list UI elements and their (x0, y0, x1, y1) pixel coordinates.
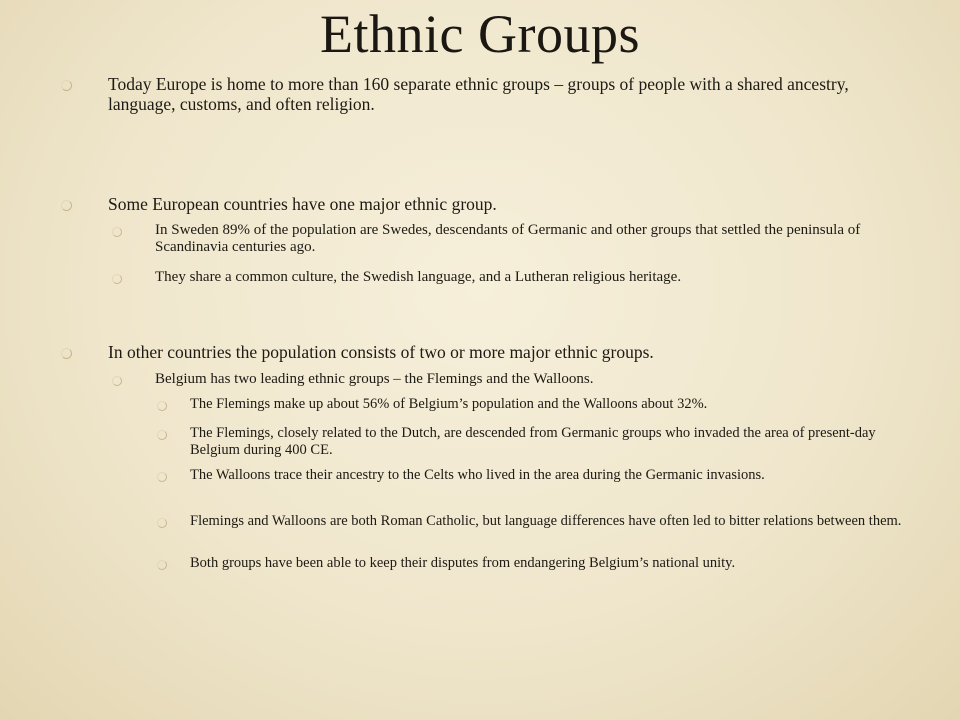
bullet-text: Today Europe is home to more than 160 separate ethnic groups – groups of people with a shared ancestry, language, customs, and often religion. (108, 74, 849, 114)
bullet-item (108, 74, 908, 114)
bullet-item (108, 194, 908, 214)
bullet-item (155, 222, 907, 256)
bullet-item (190, 396, 902, 413)
bullet-circle-icon (112, 376, 122, 386)
bullet-circle-icon (157, 430, 167, 440)
bullet-circle-icon (157, 472, 167, 482)
bullet-circle-icon (157, 518, 167, 528)
bullet-text: Some European countries have one major ethnic group. (108, 194, 497, 214)
bullet-text: Flemings and Walloons are both Roman Catholic, but language differences have often led to bitter relations between them. (190, 513, 902, 529)
bullet-text: The Walloons trace their ancestry to the Celts who lived in the area during the Germanic invasions. (190, 467, 765, 483)
bullet-circle-icon (157, 560, 167, 570)
bullet-circle-icon (61, 80, 72, 91)
bullet-item (190, 513, 902, 530)
bullet-circle-icon (61, 348, 72, 359)
bullet-circle-icon (112, 227, 122, 237)
bullet-item (190, 425, 902, 459)
bullet-item (190, 555, 902, 572)
slide-title: Ethnic Groups (320, 4, 640, 64)
bullet-text: The Flemings, closely related to the Dutch, are descended from Germanic groups who invaded the area of present-day Belgium during 400 CE. (190, 425, 876, 458)
bullet-item (155, 269, 907, 286)
bullet-circle-icon (61, 200, 72, 211)
bullet-circle-icon (112, 274, 122, 284)
bullet-text: Both groups have been able to keep their disputes from endangering Belgium’s national unity. (190, 555, 736, 571)
bullet-text: They share a common culture, the Swedish language, and a Lutheran religious heritage. (155, 269, 682, 285)
bullet-text: The Flemings make up about 56% of Belgium’s population and the Walloons about 32%. (190, 396, 708, 412)
bullet-circle-icon (157, 401, 167, 411)
bullet-text: Belgium has two leading ethnic groups – the Flemings and the Walloons. (155, 371, 594, 387)
bullet-text: In other countries the population consists of two or more major ethnic groups. (108, 342, 654, 362)
bullet-item (155, 371, 907, 388)
bullet-item (190, 467, 902, 484)
bullet-text: In Sweden 89% of the population are Swedes, descendants of Germanic and other groups that settled the peninsula of Scandinavia centuries ago. (155, 222, 861, 255)
bullet-item (108, 342, 908, 362)
